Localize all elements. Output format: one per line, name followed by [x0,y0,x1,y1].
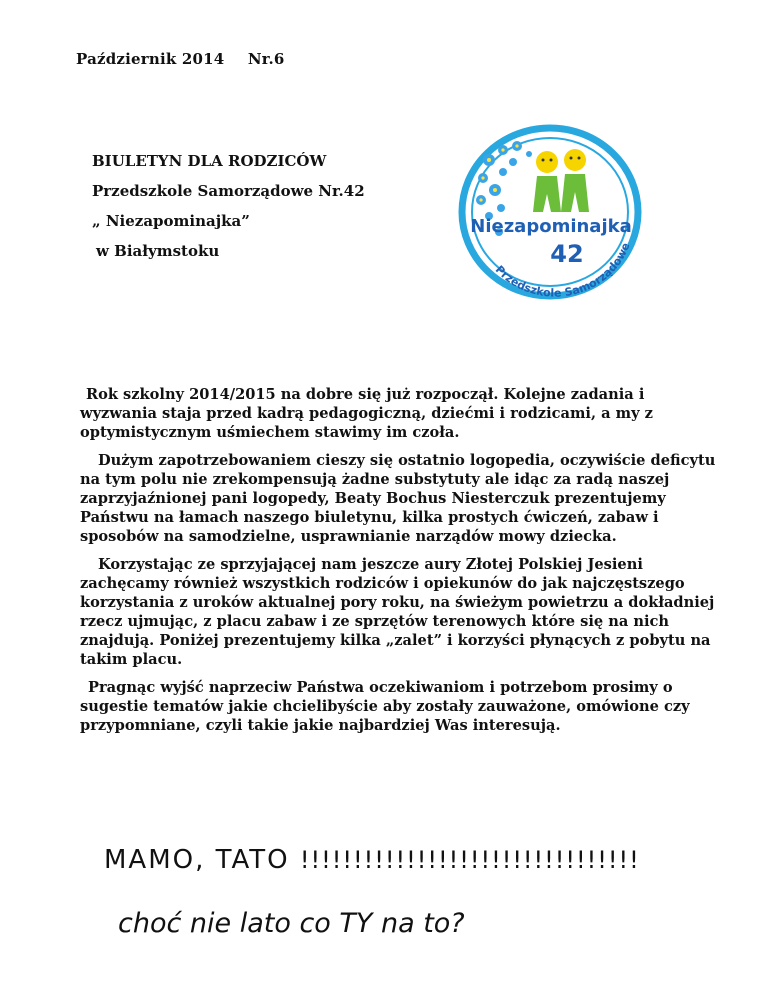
handwritten-headline [104,842,640,875]
school-city: w Białymstoku [96,242,220,260]
paragraph-intro: Rok szkolny 2014/2015 na dobre się już rozpoczął. Kolejne zadania i wyzwania staja przed kadrą pedagogiczną, dziećmi i rodzicami, a my z optymistycznym uśmiechem stawimy im czoła. [80,386,653,441]
school-logo [455,120,645,305]
school-nickname: „ Niezapominajka” [92,212,250,230]
school-name: Przedszkole Samorządowe Nr.42 [92,182,365,200]
handwritten-caps: MAMO, TATO [104,845,300,875]
issue-number: Nr.6 [247,50,285,68]
handwritten-exclamations: !!!!!!!!!!!!!!!!!!!!!!!!!!!!!!!! [299,846,640,874]
logo-name: Niezapominajka [470,216,632,237]
issue-date: Październik 2014 [76,50,225,68]
paragraph-suggestions: Pragnąc wyjść naprzeciw Państwa oczekiwaniom i potrzebom prosimy o sugestie tematów jakie chcielibyście aby zostały zauważone, omówione czy przypomniane, czyli takie jakie najbardziej Was interesują. [80,679,690,734]
bulletin-title: BIULETYN DLA RODZICÓW [92,152,327,170]
paragraph-playground: Korzystając ze sprzyjającej nam jeszcze aury Złotej Polskiej Jesieni zachęcamy również wszystkich rodziców i opiekunów do jak najczęstszego korzystania z uroków aktualnej pory roku, na świeżym powietrzu a dokładniej rzecz ujmując, z placu zabaw i ze sprzętów terenowych które się na nich znajdują. Poniżej prezentujemy kilka „zalet” i korzyści płynących z pobytu na takim placu. [80,556,715,668]
issue-header [76,50,285,68]
logo-graphic [455,120,645,305]
logo-number: 42 [550,240,584,268]
logo-ring-text: Przedszkole Samorządowe [492,240,633,300]
bulletin-body [80,385,716,744]
handwritten-subline: choć nie lato co TY na to? [118,908,465,939]
paragraph-speech-therapy: Dużym zapotrzebowaniem cieszy się ostatnio logopedia, oczywiście deficytu na tym polu nie zrekompensują żadne substytuty ale idąc za radą naszej zaprzyjaźnionej pani logopedy, Beaty Bochus Niesterczuk prezentujemy Państwu na łamach naszego biuletynu, kilka prostych ćwiczeń, zabaw i sposobów na samodzielne, usprawnianie narządów mowy dziecka. [80,452,716,545]
bulletin-title-block [92,146,365,266]
